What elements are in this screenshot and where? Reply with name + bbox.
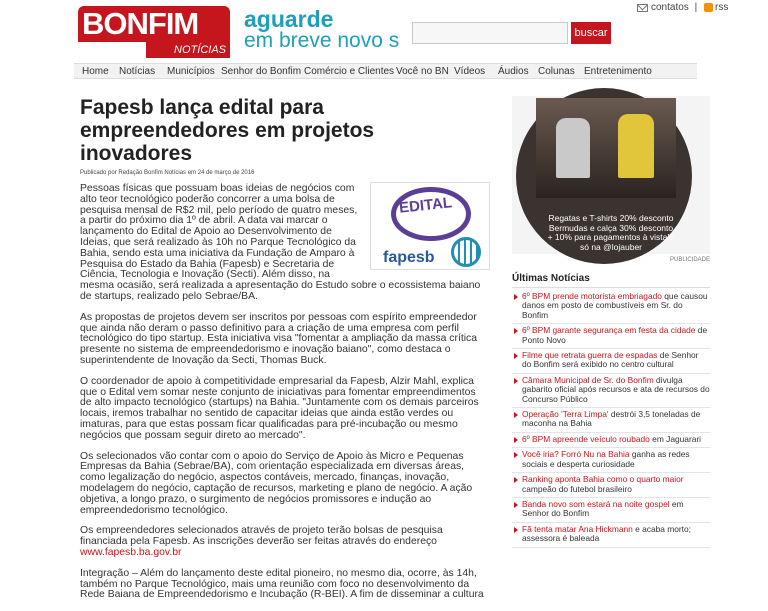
bullet-icon (514, 502, 518, 508)
bullet-icon (514, 412, 518, 418)
ad-mannequin-left (556, 118, 590, 178)
logo-main-text: BONFIM (78, 6, 230, 42)
header-banner[interactable] (244, 8, 412, 50)
top-links-separator: | (694, 2, 698, 13)
globe-icon (451, 237, 481, 267)
nav-item-municipios[interactable]: Municípios (167, 66, 215, 77)
nav-item-senhor-do-bonfim[interactable]: Senhor do Bonfim (221, 66, 302, 77)
article-paragraph: Os selecionados vão contar com o apoio do Serviço de Apoio às Micro e Pequenas Empresas da Bahia (Sebrae/BA), com orientação especializada em diversas áreas, como legalização do negócio, aspectos contáveis, mercado, finanças, inovação, modelagem do negócio, captação de recursos, marketing e plano de negócio. A ação objetiva, a longo prazo, o surgimento de negócios promissores e indução ao empreendedorismo tecnológico. (80, 450, 473, 516)
edital-stamp-text: EDITAL (398, 194, 453, 217)
news-item-text: em Jaguarari (649, 433, 702, 444)
news-item-text: ganha as redes sociais e desperta curiosidade (522, 449, 690, 469)
news-list-item[interactable] (512, 433, 710, 448)
sidebar-ad[interactable] (512, 96, 710, 254)
latest-news (512, 273, 710, 548)
news-list-item[interactable] (512, 408, 710, 433)
bullet-icon (514, 294, 518, 300)
banner-line-1: aguarde (244, 6, 334, 32)
sidebar (512, 96, 710, 548)
edital-image (370, 182, 490, 270)
banner-line-2: em breve novo s (244, 29, 400, 52)
news-item-highlight: Câmara Municipal de Sr. do Bonfim (522, 374, 654, 385)
bullet-icon (514, 328, 518, 334)
ad-text-line: + 10% para pagamentos à vista!!! (547, 232, 675, 242)
article-body (80, 184, 490, 601)
rss-link[interactable]: rss (714, 2, 729, 13)
news-list-item[interactable] (512, 349, 710, 374)
news-item-text: de Ponto Novo (522, 325, 708, 345)
news-item-text: de Senhor do Bonfim será exibido no centro cultural (522, 350, 699, 370)
bullet-icon (514, 452, 518, 458)
main-nav (74, 63, 697, 79)
nav-item-audios[interactable]: Áudios (498, 66, 529, 77)
nav-item-home[interactable]: Home (82, 66, 109, 77)
article (80, 96, 490, 611)
mail-icon[interactable] (637, 4, 648, 12)
news-item-highlight: Fã tenta matar Ana Hickmann (522, 523, 633, 534)
news-item-highlight: Banda novo som estará na noite gospel (522, 498, 670, 509)
news-list-item[interactable] (512, 448, 710, 473)
article-paragraph: O coordenador de apoio à competitividade empresarial da Fapesb, Alzir Mahl, explica que o Edital vem somar neste conjunto de iniciativas para fomentar empreendimentos de alto impacto tecnológico (startups) na Bahia. "Juntamente com os demais parceiros locais, iremos trabalhar no sentido de capacitar ideias que ainda estão verdes ou imaturas, para que estas possam ficar qualificadas para pré-incubação ou mesmo negócios que possam seguir direto ao mercado". (80, 375, 479, 441)
news-item-text: em Senhor do Bonfim (522, 498, 684, 519)
latest-news-heading: Últimas Notícias (512, 273, 710, 288)
fapesb-website-link[interactable]: www.fapesb.ba.gov.br (80, 546, 182, 558)
nav-item-noticias[interactable]: Notícias (119, 66, 156, 77)
news-item-highlight: Ranking aponta Bahia como o quarto maior (522, 474, 684, 485)
rss-icon[interactable] (704, 3, 713, 12)
news-item-text: campeão do futebol brasileiro (522, 483, 632, 494)
ad-text (512, 214, 710, 252)
article-paragraph-text: Os empreendedores selecionados através de projeto terão bolsas de pesquisa financiada pela Fapesb. As inscrições deverão ser feitas através do endereço (80, 525, 443, 548)
nav-item-entretenimento[interactable]: Entretenimento (584, 66, 652, 77)
search-input[interactable] (412, 22, 568, 44)
article-title: Fapesb lança edital para empreendedores em projetos inovadores (80, 96, 375, 165)
news-item-highlight: Você iria? Forró Nu na Bahia (522, 449, 630, 460)
news-item-highlight: Operação 'Terra Limpa' (522, 409, 609, 420)
bullet-icon (514, 437, 518, 443)
ad-label: PUBLICIDADE (669, 257, 710, 263)
bullet-icon (514, 527, 518, 533)
bullet-icon (514, 477, 518, 483)
ad-text-line: Regatas e T-shirts 20% desconto (548, 213, 674, 223)
nav-item-comercio[interactable]: Comércio e Clientes (304, 66, 395, 77)
news-list-item[interactable] (512, 523, 710, 548)
search-button[interactable]: buscar (571, 22, 611, 44)
news-item-text: que causou danos em posto de combustíveis em Sr. do Bonfim (522, 291, 708, 320)
news-list-item[interactable] (512, 290, 710, 324)
bullet-icon (514, 353, 518, 359)
news-item-highlight: Filme que retrata guerra de espadas (522, 350, 658, 361)
nav-item-voce-no-bn[interactable]: Você no BN (396, 66, 449, 77)
bullet-icon (514, 378, 518, 384)
nav-item-videos[interactable]: Vídeos (454, 66, 486, 77)
logo-sub-text: NOTÍCIAS (146, 42, 230, 58)
fapesb-logo-text: fapesb (383, 249, 435, 266)
article-paragraph: As propostas de projetos devem ser inscritos por pessoas com espírito empreendedor que ainda não deram o passo definitivo para a criação de uma empresa com perfil tecnológico do tipo startup. Esta iniciativa visa "fomentar a ampliação da massa crítica presente no sistema de empreendedorismo e inovação baiano", como destaca o superintendente de Inovação da Secti, Thomas Buck. (80, 311, 477, 366)
news-item-highlight: 6º BPM apreende veículo roubado (522, 433, 650, 444)
news-item-text: e acaba morto; assessora é baleada (522, 523, 691, 544)
site-logo[interactable] (78, 6, 230, 58)
news-item-text: destrói 3,5 toneladas de maconha na Bahia (522, 409, 701, 429)
news-list-item[interactable] (512, 473, 710, 498)
article-paragraph: Pessoas físicas que possuam boas ideias de negócios com alto teor tecnológico poderão concorrer a uma bolsa de pesquisa mensal de R$2 mil, pelo período de quatro meses, a partir do próximo dia 1º de abril. A data vai marcar o lançamento do Edital de Apoio ao Desenvolvimento de Ideias, que será realizado às 10h no Parque Tecnológico da Bahia, sendo esta uma iniciativa da Fundação de Amparo à Pesquisa do Estado da Bahia (Fapesb) e Secretaria de Ciência, Tecnologia e Inovação (Secti). Além disso, na mesma ocasião, será realizada a apresentação do Estudo sobre o ecossistema baiano de startups, realizado pelo Sebrae/BA. (80, 183, 481, 302)
site-header (0, 0, 768, 62)
news-item-highlight: 6º BPM garante segurança em festa da cidade (522, 325, 696, 336)
article-byline: Publicado por Redação Bonfim Notícias em 24 de março de 2016 (80, 170, 255, 176)
nav-item-colunas[interactable]: Colunas (538, 66, 575, 77)
top-links (637, 2, 728, 16)
ad-mannequin-right (618, 114, 654, 178)
article-paragraph (80, 526, 490, 558)
news-list-item[interactable] (512, 324, 710, 349)
ad-text-line: Bermudas e calça 30% desconto (548, 222, 674, 233)
ad-text-line: só na @lojauber (579, 241, 643, 252)
news-list-item[interactable] (512, 498, 710, 523)
news-item-text: divulga gabarito oficial após recursos e ata de recursos do Concurso Público (522, 374, 710, 404)
news-item-highlight: 6º BPM prende motorista embriagado (522, 291, 662, 301)
article-paragraph: Integração – Além do lançamento deste edital pioneiro, no mesmo dia, ocorre, às 14h, também no Parque Tecnológico, mais uma reunião com foco no desenvolvimento da Rede Baiana de Empreendedorismo e Incubação (R-BEI). A fim de disseminar a cultura (80, 567, 484, 601)
news-list-item[interactable] (512, 374, 710, 408)
contacts-link[interactable]: contatos (651, 2, 689, 13)
